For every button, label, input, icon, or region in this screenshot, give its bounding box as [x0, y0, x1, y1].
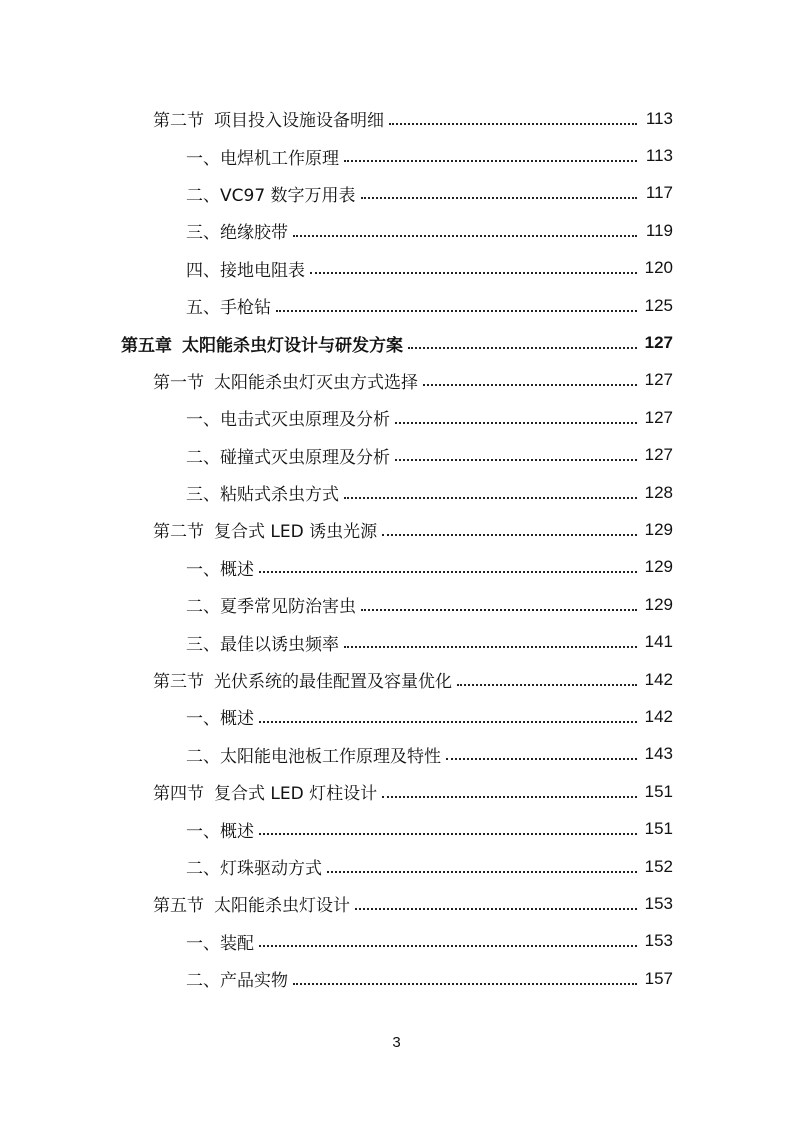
- dot-leader: [344, 497, 637, 499]
- toc-entry-text: 最佳以诱虫频率: [220, 634, 339, 655]
- toc-entry-section[interactable]: [0, 661, 793, 698]
- toc-entry-item[interactable]: [0, 623, 793, 660]
- toc-entry-text: VC97 数字万用表: [220, 185, 356, 206]
- toc-page-number: 141: [644, 632, 673, 652]
- toc-entry-item[interactable]: [0, 848, 793, 885]
- toc-entry-item[interactable]: [0, 698, 793, 735]
- toc-page-number: 153: [644, 931, 673, 951]
- toc-entry-text: 太阳能杀虫灯设计: [214, 896, 350, 917]
- dot-leader: [310, 272, 637, 274]
- toc-entry-prefix: 一、: [186, 559, 220, 580]
- toc-entry-text: 手枪钻: [220, 298, 271, 319]
- toc-entry-prefix: 二、: [186, 971, 220, 992]
- toc-entry-title: [121, 331, 405, 356]
- toc-entry-item[interactable]: [0, 175, 793, 212]
- toc-entry-item[interactable]: [0, 810, 793, 847]
- toc-entry-title: [186, 592, 358, 617]
- toc-entry-prefix: 第三节: [153, 672, 204, 693]
- toc-entry-prefix: 二、: [186, 746, 220, 767]
- toc-entry-prefix: 一、: [186, 933, 220, 954]
- toc-entry-title: [186, 480, 341, 505]
- toc-entry-item[interactable]: [0, 250, 793, 287]
- toc-entry-item[interactable]: [0, 399, 793, 436]
- toc-entry-text: 夏季常见防治害虫: [220, 597, 356, 618]
- toc-page-number: 151: [644, 819, 673, 839]
- toc-entry-text: 太阳能电池板工作原理及特性: [220, 746, 441, 767]
- dot-leader: [361, 609, 637, 611]
- toc-entry-text: 太阳能杀虫灯灭虫方式选择: [214, 372, 418, 393]
- toc-page-number: 129: [644, 519, 673, 539]
- toc-page-number: 157: [644, 968, 673, 988]
- toc-entry-prefix: 二、: [186, 597, 220, 618]
- toc-entry-title: [186, 704, 256, 729]
- toc-entry-item[interactable]: [0, 960, 793, 997]
- dot-leader: [423, 384, 637, 386]
- dot-leader: [276, 310, 637, 312]
- toc-entry-prefix: 三、: [186, 223, 220, 244]
- toc-entry-title: [186, 630, 341, 655]
- toc-page-number: 152: [644, 856, 673, 876]
- toc-page-number: 113: [645, 108, 673, 128]
- dot-leader: [293, 235, 637, 237]
- page-number: 3: [392, 1034, 401, 1051]
- toc-entry-text: 碰撞式灭虫原理及分析: [220, 447, 390, 468]
- toc-entry-text: 装配: [220, 933, 254, 954]
- dot-leader: [293, 983, 637, 985]
- toc-entry-item[interactable]: [0, 586, 793, 623]
- toc-entry-prefix: 二、: [186, 185, 220, 206]
- toc-entry-text: 灯珠驱动方式: [220, 859, 322, 879]
- toc-entry-title: [186, 443, 392, 468]
- toc-entry-prefix: 一、: [186, 821, 220, 842]
- toc-entry-text: 接地电阻表: [220, 260, 305, 281]
- toc-entry-prefix: 第五节: [153, 896, 204, 917]
- toc-page-number: 117: [645, 183, 673, 203]
- toc-page-number: 120: [644, 258, 673, 278]
- toc-entry-item[interactable]: [0, 549, 793, 586]
- dot-leader: [457, 684, 637, 686]
- toc-entry-title: [153, 517, 379, 542]
- dot-leader: [446, 758, 637, 760]
- toc-entry-prefix: 二、: [186, 859, 220, 879]
- dot-leader: [259, 721, 637, 723]
- toc-page-number: 142: [644, 669, 673, 689]
- toc-entry-text: 光伏系统的最佳配置及容量优化: [214, 672, 452, 693]
- toc-entry-title: [186, 555, 256, 580]
- toc-entry-title: [153, 368, 420, 393]
- toc-entry-prefix: 第二节: [153, 522, 204, 543]
- dot-leader: [361, 197, 637, 199]
- toc-page-number: 129: [644, 594, 673, 614]
- toc-entry-prefix: 二、: [186, 447, 220, 468]
- toc-entry-title: [153, 891, 352, 916]
- toc-entry-prefix: 三、: [186, 485, 220, 506]
- toc-entry-title: [186, 929, 256, 954]
- toc-entry-text: 粘贴式杀虫方式: [220, 485, 339, 506]
- toc-page-number: 127: [644, 370, 673, 390]
- toc-entry-prefix: 第四节: [153, 784, 204, 805]
- toc-entry-item[interactable]: [0, 137, 793, 174]
- dot-leader: [259, 571, 637, 573]
- dot-leader: [344, 646, 637, 648]
- toc-entry-chapter[interactable]: [0, 324, 793, 361]
- toc-entry-text: 项目投入设施设备明细: [214, 111, 384, 132]
- toc-entry-title: [186, 218, 290, 243]
- toc-page-number: 125: [644, 295, 673, 315]
- toc-page-number: 128: [644, 482, 673, 502]
- dot-leader: [408, 347, 637, 349]
- toc-entry-section[interactable]: [0, 885, 793, 922]
- toc-entry-title: [186, 854, 324, 879]
- dot-leader: [344, 160, 637, 162]
- toc-page-number: 129: [644, 557, 673, 577]
- toc-entry-text: 概述: [220, 709, 254, 730]
- toc-entry-text: 概述: [220, 559, 254, 580]
- dot-leader: [259, 833, 637, 835]
- toc-entry-text: 概述: [220, 821, 254, 842]
- toc-entry-item[interactable]: [0, 437, 793, 474]
- toc-page-number: 151: [644, 781, 673, 801]
- toc-entry-prefix: 五、: [186, 298, 220, 319]
- toc-entry-prefix: 三、: [186, 634, 220, 655]
- toc-entry-title: [186, 293, 273, 318]
- toc-entry-title: [186, 817, 256, 842]
- toc-entry-text: 电焊机工作原理: [220, 148, 339, 169]
- toc-entry-section[interactable]: [0, 511, 793, 548]
- toc-page-number: 113: [645, 146, 673, 166]
- dot-leader: [355, 908, 637, 910]
- dot-leader: [395, 422, 637, 424]
- toc-entry-title: [186, 144, 341, 169]
- toc-entry-title: [153, 106, 386, 131]
- toc-entry-prefix: 一、: [186, 410, 220, 431]
- toc-entry-prefix: 一、: [186, 709, 220, 730]
- dot-leader: [389, 123, 637, 125]
- toc-entry-title: [186, 966, 290, 991]
- toc-entry-prefix: 第五章: [121, 335, 172, 356]
- toc-entry-prefix: 四、: [186, 260, 220, 281]
- toc-entry-text: 绝缘胶带: [220, 223, 288, 244]
- toc-page-number: 127: [644, 333, 673, 353]
- toc-entry-item[interactable]: [0, 212, 793, 249]
- toc-page-number: 153: [644, 893, 673, 913]
- toc-entry-item[interactable]: [0, 923, 793, 960]
- toc-entry-section[interactable]: [0, 773, 793, 810]
- toc-page-number: 127: [644, 445, 673, 465]
- toc-entry-section[interactable]: [0, 362, 793, 399]
- toc-entry-section[interactable]: [0, 100, 793, 137]
- toc-entry-text: 电击式灭虫原理及分析: [220, 410, 390, 431]
- toc-entry-item[interactable]: [0, 736, 793, 773]
- toc-entry-text: 复合式 LED 诱虫光源: [214, 522, 378, 543]
- toc-entry-title: [186, 742, 443, 767]
- toc-entry-prefix: 第一节: [153, 372, 204, 393]
- toc-entry-item[interactable]: [0, 474, 793, 511]
- toc-entry-title: [186, 405, 392, 430]
- toc-entry-text: 太阳能杀虫灯设计与研发方案: [182, 335, 403, 356]
- toc-page-number: 127: [644, 407, 673, 427]
- toc-page-number: 119: [645, 220, 673, 240]
- toc-entry-title: [186, 181, 358, 206]
- toc-entry-text: 复合式 LED 灯柱设计: [214, 784, 378, 805]
- toc-page-number: 142: [644, 706, 673, 726]
- dot-leader: [382, 534, 637, 536]
- toc-entry-title: [153, 667, 454, 692]
- toc-entry-text: 产品实物: [220, 971, 288, 992]
- toc-entry-prefix: 一、: [186, 148, 220, 169]
- toc-entry-item[interactable]: [0, 287, 793, 324]
- toc-entry-prefix: 第二节: [153, 111, 204, 132]
- dot-leader: [382, 796, 637, 798]
- dot-leader: [395, 459, 637, 461]
- table-of-contents: [0, 100, 793, 997]
- dot-leader: [327, 871, 637, 873]
- toc-entry-title: [186, 256, 307, 281]
- dot-leader: [259, 945, 637, 947]
- toc-entry-title: [153, 779, 379, 804]
- toc-page-number: 143: [644, 744, 673, 764]
